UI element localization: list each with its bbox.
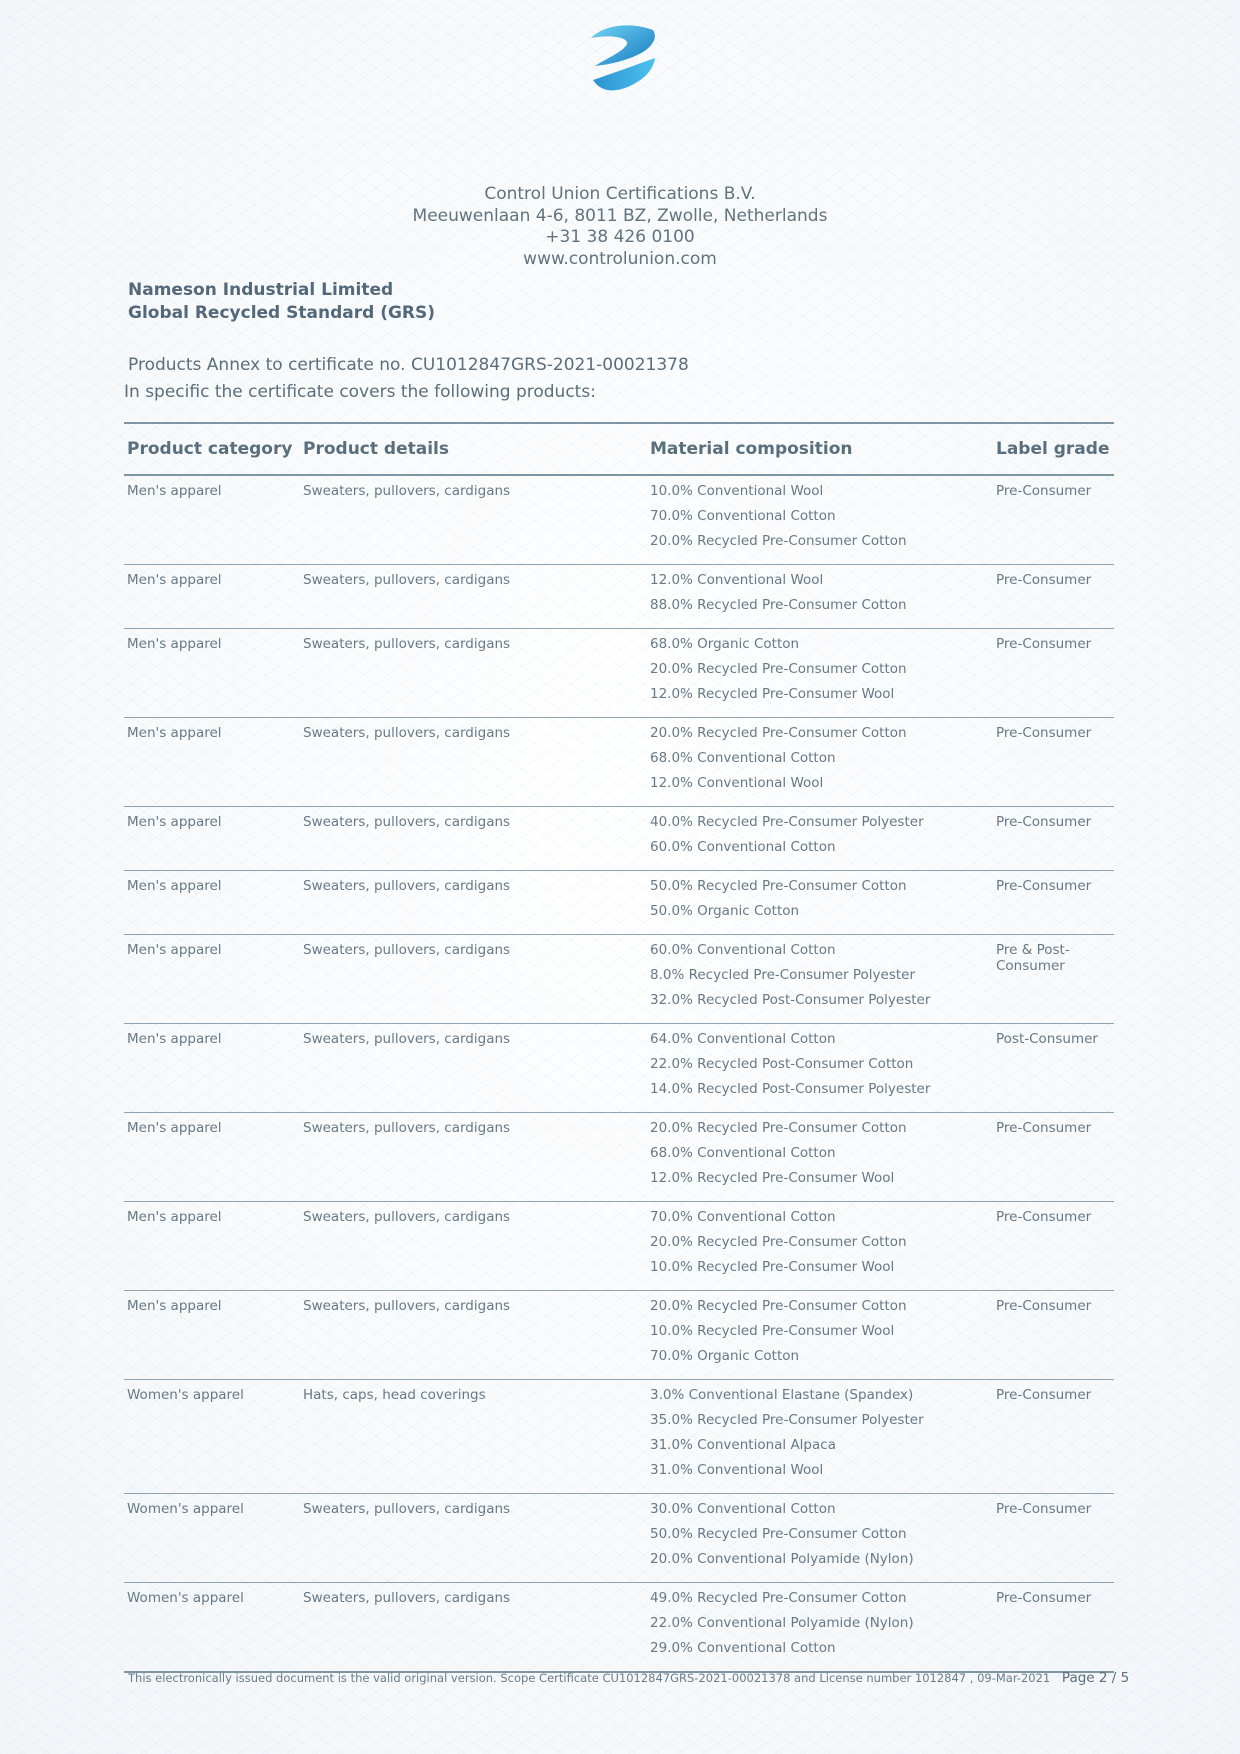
product-details-cell: Sweaters, pullovers, cardigans <box>300 718 647 807</box>
label-grade-cell: Pre-Consumer <box>993 871 1114 935</box>
product-details-cell: Sweaters, pullovers, cardigans <box>300 871 647 935</box>
label-grade-cell: Pre-Consumer <box>993 1380 1114 1494</box>
product-category-cell: Men's apparel <box>124 1024 300 1113</box>
material-line: 29.0% Conventional Cotton <box>650 1640 836 1656</box>
material-composition-cell <box>647 1024 993 1113</box>
label-grade-cell: Pre-Consumer <box>996 483 1092 499</box>
header-label-grade: Label grade <box>993 423 1114 475</box>
material-line: 88.0% Recycled Pre-Consumer Cotton <box>650 597 907 613</box>
table-row <box>124 1202 1114 1291</box>
table-row <box>124 935 1114 1024</box>
standard-name: Global Recycled Standard (GRS) <box>128 302 436 323</box>
material-composition-cell <box>647 565 993 629</box>
product-category-cell: Men's apparel <box>124 1113 300 1202</box>
material-line: 14.0% Recycled Post-Consumer Polyester <box>650 1081 931 1097</box>
product-category-cell: Men's apparel <box>124 1202 300 1291</box>
table-row <box>124 1291 1114 1380</box>
header-product-category: Product category <box>124 423 300 475</box>
product-category-cell: Women's apparel <box>124 1380 300 1494</box>
label-grade-cell: Pre-Consumer <box>993 629 1114 718</box>
product-category-cell: Men's apparel <box>124 629 300 718</box>
material-composition-cell <box>647 475 993 565</box>
material-line: 50.0% Organic Cotton <box>650 903 800 919</box>
products-table <box>124 422 1114 1673</box>
material-line: 12.0% Recycled Pre-Consumer Wool <box>650 686 895 702</box>
product-category-cell: Men's apparel <box>124 1291 300 1380</box>
material-line: 12.0% Conventional Wool <box>650 572 824 588</box>
material-composition-cell <box>647 718 993 807</box>
material-composition-cell <box>647 629 993 718</box>
material-line: 20.0% Recycled Pre-Consumer Cotton <box>650 661 907 677</box>
issuer-website: www.controlunion.com <box>523 248 717 269</box>
product-details-cell: Sweaters, pullovers, cardigans <box>300 565 647 629</box>
label-grade-cell: Pre-Consumer <box>993 807 1114 871</box>
material-line: 22.0% Recycled Post-Consumer Cotton <box>650 1056 914 1072</box>
material-line: 68.0% Organic Cotton <box>650 636 800 652</box>
product-details-cell: Sweaters, pullovers, cardigans <box>300 1291 647 1380</box>
product-details-cell: Sweaters, pullovers, cardigans <box>300 1494 647 1583</box>
material-line: 20.0% Recycled Pre-Consumer Cotton <box>650 1298 907 1314</box>
table-header-row <box>124 423 1114 475</box>
material-line: 49.0% Recycled Pre-Consumer Cotton <box>650 1590 907 1606</box>
certificate-holder-name: Nameson Industrial Limited <box>128 280 394 300</box>
product-details-cell: Sweaters, pullovers, cardigans <box>303 483 511 499</box>
label-grade-cell: Pre-Consumer <box>993 1202 1114 1291</box>
material-line: 12.0% Recycled Pre-Consumer Wool <box>650 1170 895 1186</box>
material-line: 10.0% Conventional Wool <box>650 483 824 499</box>
material-composition-cell <box>647 871 993 935</box>
material-line: 20.0% Recycled Pre-Consumer Cotton <box>650 533 907 549</box>
product-category-cell: Men's apparel <box>124 565 300 629</box>
table-row <box>124 565 1114 629</box>
product-details-cell: Sweaters, pullovers, cardigans <box>300 1583 647 1673</box>
annex-intro: In specific the certificate covers the following products: <box>124 382 596 402</box>
product-details-cell: Hats, caps, head coverings <box>300 1380 647 1494</box>
label-grade-cell: Pre & Post-Consumer <box>993 935 1114 1024</box>
label-grade-cell: Pre-Consumer <box>993 1583 1114 1673</box>
issuer-name: Control Union Certifications B.V. <box>484 184 756 204</box>
material-line: 50.0% Recycled Pre-Consumer Cotton <box>650 1526 907 1542</box>
control-union-logo <box>583 22 663 98</box>
material-line: 40.0% Recycled Pre-Consumer Polyester <box>650 814 924 830</box>
table-row <box>124 475 1114 565</box>
product-details-cell: Sweaters, pullovers, cardigans <box>300 1202 647 1291</box>
table-row <box>124 1113 1114 1202</box>
table-row <box>124 1494 1114 1583</box>
product-category-cell: Men's apparel <box>127 483 222 499</box>
annex-title: Products Annex to certificate no. CU1012847GRS-2021-00021378 <box>128 355 689 375</box>
material-line: 70.0% Conventional Cotton <box>650 508 836 524</box>
material-line: 32.0% Recycled Post-Consumer Polyester <box>650 992 931 1008</box>
material-composition-cell <box>647 1583 993 1673</box>
material-line: 31.0% Conventional Wool <box>650 1462 824 1478</box>
material-composition-cell <box>647 1291 993 1380</box>
table-row <box>124 1024 1114 1113</box>
label-grade-cell: Post-Consumer <box>993 1024 1114 1113</box>
material-composition-cell <box>647 935 993 1024</box>
product-category-cell: Women's apparel <box>124 1494 300 1583</box>
material-line: 68.0% Conventional Cotton <box>650 750 836 766</box>
material-line: 10.0% Recycled Pre-Consumer Wool <box>650 1259 895 1275</box>
material-line: 3.0% Conventional Elastane (Spandex) <box>650 1387 914 1403</box>
footer <box>128 1670 1129 1686</box>
product-details-cell: Sweaters, pullovers, cardigans <box>300 629 647 718</box>
material-line: 31.0% Conventional Alpaca <box>650 1437 836 1453</box>
material-line: 20.0% Recycled Pre-Consumer Cotton <box>650 1234 907 1250</box>
material-line: 10.0% Recycled Pre-Consumer Wool <box>650 1323 895 1339</box>
certificate-holder-block <box>128 279 435 324</box>
material-line: 22.0% Conventional Polyamide (Nylon) <box>650 1615 914 1631</box>
product-details-cell: Sweaters, pullovers, cardigans <box>300 1113 647 1202</box>
material-line: 20.0% Recycled Pre-Consumer Cotton <box>650 725 907 741</box>
table-row <box>124 807 1114 871</box>
table-row <box>124 871 1114 935</box>
material-line: 70.0% Organic Cotton <box>650 1348 800 1364</box>
product-category-cell: Women's apparel <box>124 1583 300 1673</box>
label-grade-cell: Pre-Consumer <box>993 1291 1114 1380</box>
product-details-cell: Sweaters, pullovers, cardigans <box>300 935 647 1024</box>
material-line: 60.0% Conventional Cotton <box>650 942 836 958</box>
material-line: 64.0% Conventional Cotton <box>650 1031 836 1047</box>
header-product-details: Product details <box>300 423 647 475</box>
footer-notice: This electronically issued document is the valid original version. Scope Certificate CU1012847GRS-2021-00021378 and License number 1012847 , 09-Mar-2021 <box>128 1671 1051 1685</box>
material-line: 12.0% Conventional Wool <box>650 775 824 791</box>
product-category-cell: Men's apparel <box>124 935 300 1024</box>
material-line: 20.0% Recycled Pre-Consumer Cotton <box>650 1120 907 1136</box>
label-grade-cell: Pre-Consumer <box>993 1113 1114 1202</box>
material-composition-cell <box>647 1113 993 1202</box>
product-details-cell: Sweaters, pullovers, cardigans <box>300 1024 647 1113</box>
table-row <box>124 1380 1114 1494</box>
product-category-cell: Men's apparel <box>124 807 300 871</box>
label-grade-cell: Pre-Consumer <box>993 718 1114 807</box>
issuer-phone: +31 38 426 0100 <box>545 227 695 247</box>
material-line: 68.0% Conventional Cotton <box>650 1145 836 1161</box>
issuer-address: Meeuwenlaan 4-6, 8011 BZ, Zwolle, Netherlands <box>412 205 828 226</box>
issuer-block <box>0 184 1240 270</box>
material-line: 35.0% Recycled Pre-Consumer Polyester <box>650 1412 924 1428</box>
table-row <box>124 718 1114 807</box>
page-number: Page 2 / 5 <box>1061 1670 1130 1686</box>
header-material-composition: Material composition <box>647 423 993 475</box>
label-grade-cell: Pre-Consumer <box>993 565 1114 629</box>
product-details-cell: Sweaters, pullovers, cardigans <box>300 807 647 871</box>
table-row <box>124 1583 1114 1673</box>
product-category-cell: Men's apparel <box>124 871 300 935</box>
label-grade-cell: Pre-Consumer <box>993 1494 1114 1583</box>
material-composition-cell <box>647 1380 993 1494</box>
material-line: 50.0% Recycled Pre-Consumer Cotton <box>650 878 907 894</box>
material-composition-cell <box>647 1494 993 1583</box>
table-row <box>124 629 1114 718</box>
product-category-cell: Men's apparel <box>124 718 300 807</box>
material-composition-cell <box>647 1202 993 1291</box>
material-line: 20.0% Conventional Polyamide (Nylon) <box>650 1551 914 1567</box>
material-composition-cell <box>647 807 993 871</box>
products-table-body <box>124 475 1114 1672</box>
material-line: 70.0% Conventional Cotton <box>650 1209 836 1225</box>
material-line: 8.0% Recycled Pre-Consumer Polyester <box>650 967 916 983</box>
material-line: 60.0% Conventional Cotton <box>650 839 836 855</box>
material-line: 30.0% Conventional Cotton <box>650 1501 836 1517</box>
